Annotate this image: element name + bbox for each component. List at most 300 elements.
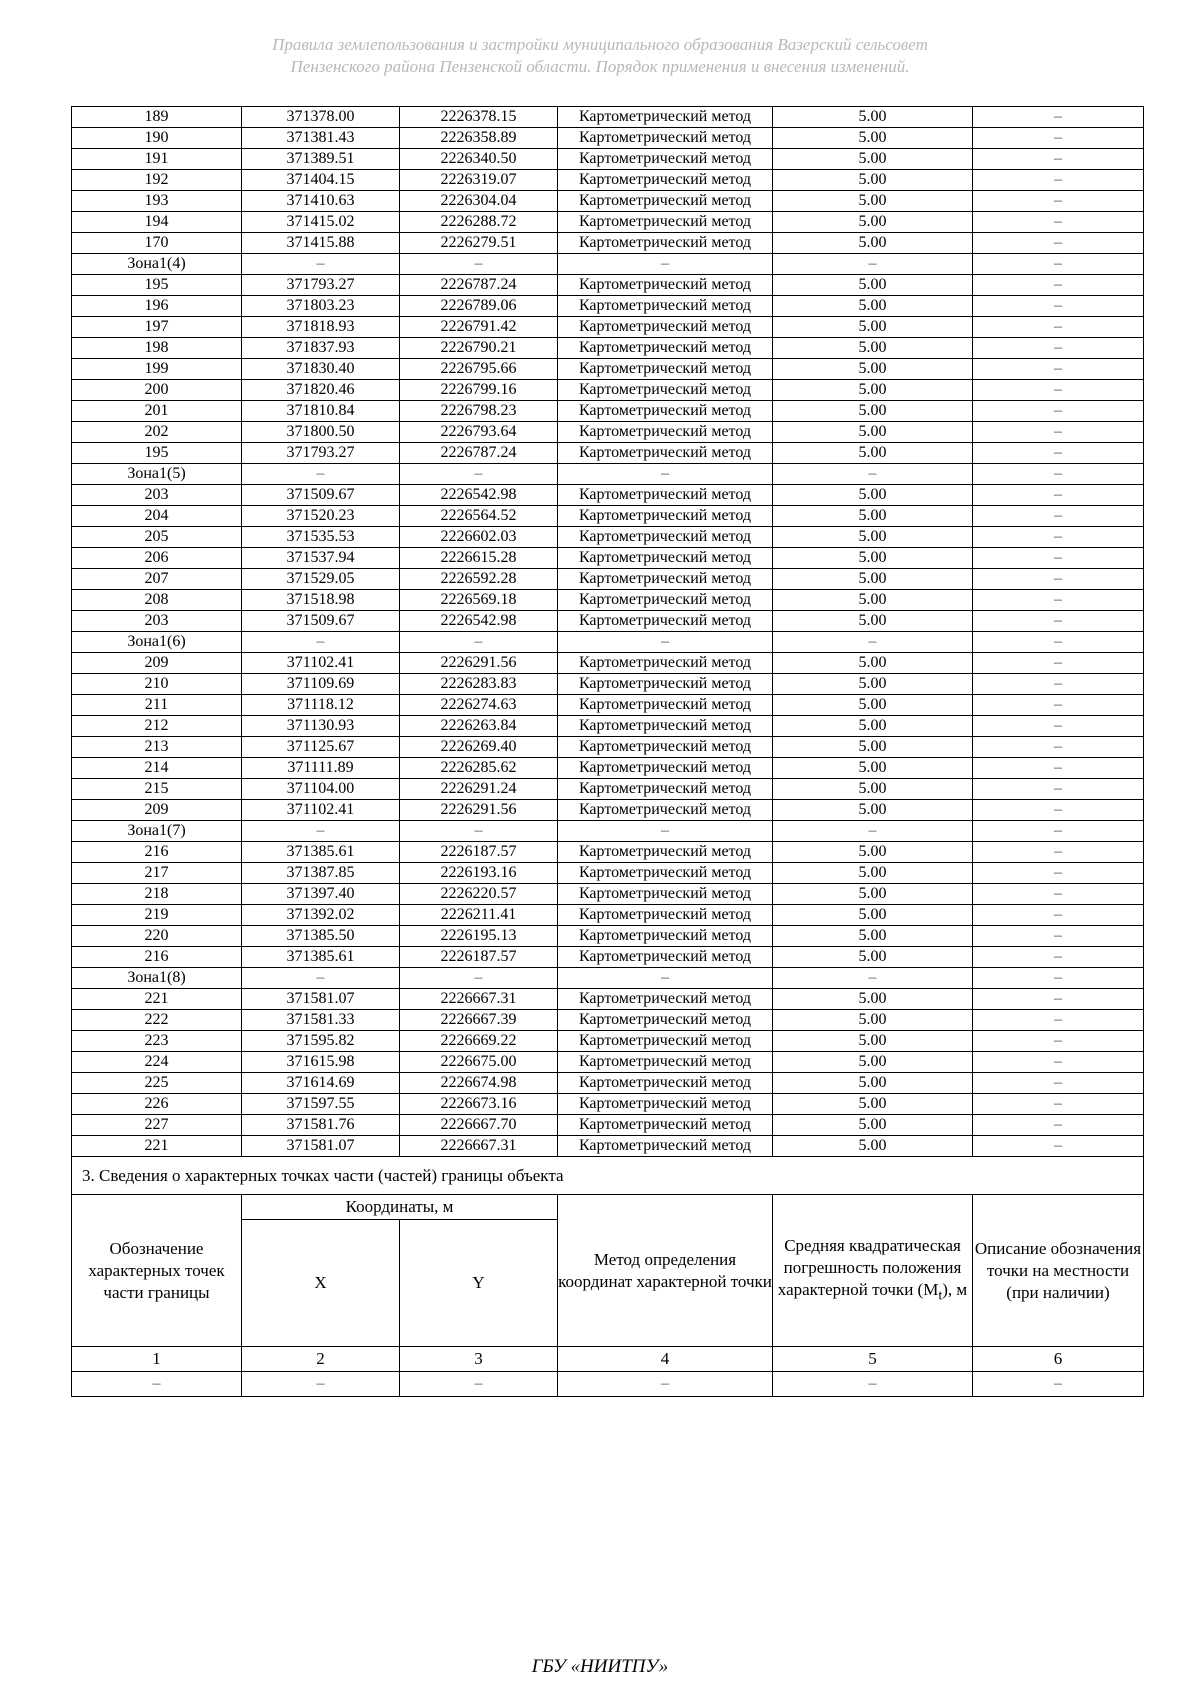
table-cell: 189 bbox=[72, 107, 242, 128]
table-row bbox=[72, 275, 1144, 296]
table-cell: 2226319.07 bbox=[400, 170, 558, 191]
table-cell: – bbox=[973, 359, 1144, 380]
table-cell: 198 bbox=[72, 338, 242, 359]
table-cell: 196 bbox=[72, 296, 242, 317]
table-cell: 221 bbox=[72, 1136, 242, 1157]
table-cell: 203 bbox=[72, 611, 242, 632]
table-row bbox=[72, 191, 1144, 212]
table-row bbox=[72, 443, 1144, 464]
col-header-x: X bbox=[242, 1220, 400, 1347]
table-cell: 2226793.64 bbox=[400, 422, 558, 443]
table-cell: 200 bbox=[72, 380, 242, 401]
table-cell: Картометрический метод bbox=[558, 422, 773, 443]
table-cell: – bbox=[973, 317, 1144, 338]
table-cell: – bbox=[973, 1073, 1144, 1094]
table-cell: 2226791.42 bbox=[400, 317, 558, 338]
header-line-1: Правила землепользования и застройки муниципального образования Вазерский сельсовет bbox=[272, 35, 928, 54]
table-cell: 2226291.56 bbox=[400, 800, 558, 821]
col-header-method: Метод определения координат характерной точки bbox=[558, 1195, 773, 1347]
table-cell: 224 bbox=[72, 1052, 242, 1073]
table-cell: – bbox=[773, 632, 973, 653]
col-header-error-unit: ), м bbox=[942, 1279, 968, 1299]
table-cell: 371404.15 bbox=[242, 170, 400, 191]
coordinates-table-body bbox=[72, 107, 1144, 1157]
table-cell: 2226798.23 bbox=[400, 401, 558, 422]
table-cell: 197 bbox=[72, 317, 242, 338]
table-cell: 2226288.72 bbox=[400, 212, 558, 233]
table-cell: 371410.63 bbox=[242, 191, 400, 212]
table-cell: Картометрический метод bbox=[558, 695, 773, 716]
table-cell: 2226795.66 bbox=[400, 359, 558, 380]
table-cell: 371385.61 bbox=[242, 947, 400, 968]
table-cell: 2226569.18 bbox=[400, 590, 558, 611]
table-cell: 203 bbox=[72, 485, 242, 506]
table-cell: 371111.89 bbox=[242, 758, 400, 779]
col-header-error-sub: t bbox=[938, 1287, 943, 1304]
table-cell: 194 bbox=[72, 212, 242, 233]
table-cell: 371537.94 bbox=[242, 548, 400, 569]
table-row bbox=[72, 590, 1144, 611]
table-cell: – bbox=[973, 296, 1144, 317]
table-cell: 371837.93 bbox=[242, 338, 400, 359]
table-cell: Зона1(7) bbox=[72, 821, 242, 842]
table-cell: 5.00 bbox=[773, 191, 973, 212]
table-cell: 371595.82 bbox=[242, 1031, 400, 1052]
table-cell: – bbox=[773, 254, 973, 275]
table-row bbox=[72, 863, 1144, 884]
table-cell: – bbox=[558, 464, 773, 485]
table-cell: 5.00 bbox=[773, 233, 973, 254]
table-cell: Картометрический метод bbox=[558, 1031, 773, 1052]
table-row bbox=[72, 149, 1144, 170]
table-row bbox=[72, 401, 1144, 422]
table-cell: Картометрический метод bbox=[558, 506, 773, 527]
table-cell: 2226789.06 bbox=[400, 296, 558, 317]
table-cell: – bbox=[400, 821, 558, 842]
table-cell: 214 bbox=[72, 758, 242, 779]
table-cell: Картометрический метод bbox=[558, 443, 773, 464]
table-cell: – bbox=[973, 422, 1144, 443]
empty-cell: – bbox=[558, 1372, 773, 1397]
table-cell: – bbox=[973, 821, 1144, 842]
table-cell: 371509.67 bbox=[242, 611, 400, 632]
table-cell: Картометрический метод bbox=[558, 359, 773, 380]
table-cell: – bbox=[973, 1094, 1144, 1115]
table-cell: – bbox=[973, 611, 1144, 632]
table-cell: – bbox=[973, 716, 1144, 737]
table-cell: Картометрический метод bbox=[558, 989, 773, 1010]
table-cell: Картометрический метод bbox=[558, 401, 773, 422]
table-row bbox=[72, 779, 1144, 800]
table-cell: 5.00 bbox=[773, 1115, 973, 1136]
table-row bbox=[72, 338, 1144, 359]
col-header-y: Y bbox=[400, 1220, 558, 1347]
table-cell: 2226673.16 bbox=[400, 1094, 558, 1115]
table-cell: – bbox=[973, 485, 1144, 506]
table-cell: – bbox=[973, 1052, 1144, 1073]
table-cell: 5.00 bbox=[773, 800, 973, 821]
table-cell: 371118.12 bbox=[242, 695, 400, 716]
table-cell: 2226187.57 bbox=[400, 842, 558, 863]
table-cell: Картометрический метод bbox=[558, 569, 773, 590]
table-cell: – bbox=[973, 527, 1144, 548]
table-cell: 2226285.62 bbox=[400, 758, 558, 779]
table-cell: Картометрический метод bbox=[558, 842, 773, 863]
table-cell: 371597.55 bbox=[242, 1094, 400, 1115]
table-cell: 371109.69 bbox=[242, 674, 400, 695]
table-cell: Картометрический метод bbox=[558, 527, 773, 548]
table-cell: 371397.40 bbox=[242, 884, 400, 905]
table-cell: Зона1(6) bbox=[72, 632, 242, 653]
table-cell: – bbox=[973, 989, 1144, 1010]
table-cell: 2226340.50 bbox=[400, 149, 558, 170]
table-cell: 216 bbox=[72, 842, 242, 863]
table-cell: 5.00 bbox=[773, 548, 973, 569]
col-number: 6 bbox=[973, 1347, 1144, 1372]
table-cell: 218 bbox=[72, 884, 242, 905]
table-row bbox=[72, 989, 1144, 1010]
table-cell: – bbox=[558, 254, 773, 275]
table-cell: 5.00 bbox=[773, 338, 973, 359]
table-cell: – bbox=[973, 170, 1144, 191]
page-header bbox=[0, 34, 1200, 78]
table-cell: Картометрический метод bbox=[558, 485, 773, 506]
table-cell: 5.00 bbox=[773, 779, 973, 800]
table-cell: 2226564.52 bbox=[400, 506, 558, 527]
table-cell: – bbox=[973, 737, 1144, 758]
table-cell: – bbox=[973, 905, 1144, 926]
table-cell: 371385.61 bbox=[242, 842, 400, 863]
table-cell: 371102.41 bbox=[242, 653, 400, 674]
table-cell: 371392.02 bbox=[242, 905, 400, 926]
table-cell: 5.00 bbox=[773, 842, 973, 863]
table-row bbox=[72, 758, 1144, 779]
table-cell: – bbox=[242, 464, 400, 485]
table-cell: – bbox=[973, 800, 1144, 821]
table-cell: Картометрический метод bbox=[558, 758, 773, 779]
table-cell: – bbox=[973, 674, 1144, 695]
table-cell: – bbox=[973, 590, 1144, 611]
table-row bbox=[72, 695, 1144, 716]
table-row bbox=[72, 422, 1144, 443]
table-cell: 371387.85 bbox=[242, 863, 400, 884]
header-line-2: Пензенского района Пензенской области. Порядок применения и внесения изменений. bbox=[290, 57, 910, 76]
empty-cell: – bbox=[973, 1372, 1144, 1397]
table-cell: 5.00 bbox=[773, 317, 973, 338]
table-cell: Картометрический метод bbox=[558, 191, 773, 212]
table-cell: 210 bbox=[72, 674, 242, 695]
table-cell: Картометрический метод bbox=[558, 1136, 773, 1157]
table-cell: – bbox=[973, 1031, 1144, 1052]
table-cell: 226 bbox=[72, 1094, 242, 1115]
table-cell: – bbox=[773, 968, 973, 989]
table-row bbox=[72, 611, 1144, 632]
empty-row bbox=[72, 1372, 1144, 1397]
table-cell: Картометрический метод bbox=[558, 779, 773, 800]
table-cell: 2226602.03 bbox=[400, 527, 558, 548]
table-cell: – bbox=[973, 191, 1144, 212]
table-cell: 2226787.24 bbox=[400, 275, 558, 296]
table-cell: 207 bbox=[72, 569, 242, 590]
table-cell: 2226542.98 bbox=[400, 485, 558, 506]
table-cell: – bbox=[973, 947, 1144, 968]
table-row bbox=[72, 212, 1144, 233]
table-cell: 5.00 bbox=[773, 359, 973, 380]
table-cell: – bbox=[400, 464, 558, 485]
table-cell: 371385.50 bbox=[242, 926, 400, 947]
table-cell: Картометрический метод bbox=[558, 548, 773, 569]
empty-cell: – bbox=[242, 1372, 400, 1397]
table-cell: Картометрический метод bbox=[558, 149, 773, 170]
table-cell: 5.00 bbox=[773, 758, 973, 779]
table-row bbox=[72, 359, 1144, 380]
table-cell: – bbox=[973, 212, 1144, 233]
section-3 bbox=[72, 1157, 1144, 1397]
col-number: 4 bbox=[558, 1347, 773, 1372]
table-cell: 2226674.98 bbox=[400, 1073, 558, 1094]
table-cell: 371381.43 bbox=[242, 128, 400, 149]
table-row bbox=[72, 317, 1144, 338]
table-cell: – bbox=[973, 233, 1144, 254]
table-cell: 209 bbox=[72, 800, 242, 821]
table-cell: – bbox=[973, 926, 1144, 947]
section-3-title: 3. Сведения о характерных точках части (частей) границы объекта bbox=[72, 1157, 1144, 1195]
col-number: 5 bbox=[773, 1347, 973, 1372]
table-cell: Картометрический метод bbox=[558, 233, 773, 254]
table-cell: Картометрический метод bbox=[558, 1073, 773, 1094]
table-cell: 5.00 bbox=[773, 401, 973, 422]
table-cell: 5.00 bbox=[773, 380, 973, 401]
table-cell: 2226675.00 bbox=[400, 1052, 558, 1073]
table-cell: Картометрический метод bbox=[558, 737, 773, 758]
table-row bbox=[72, 170, 1144, 191]
col-header-coords: Координаты, м bbox=[242, 1195, 558, 1220]
table-cell: 371389.51 bbox=[242, 149, 400, 170]
table-cell: – bbox=[973, 275, 1144, 296]
table-cell: Картометрический метод bbox=[558, 107, 773, 128]
table-cell: 5.00 bbox=[773, 716, 973, 737]
table-cell: 223 bbox=[72, 1031, 242, 1052]
table-cell: 205 bbox=[72, 527, 242, 548]
table-cell: Зона1(4) bbox=[72, 254, 242, 275]
table-cell: 225 bbox=[72, 1073, 242, 1094]
table-cell: – bbox=[400, 254, 558, 275]
table-cell: – bbox=[973, 884, 1144, 905]
table-cell: Картометрический метод bbox=[558, 800, 773, 821]
table-cell: 209 bbox=[72, 653, 242, 674]
table-cell: 2226669.22 bbox=[400, 1031, 558, 1052]
table-cell: 5.00 bbox=[773, 737, 973, 758]
table-cell: Картометрический метод bbox=[558, 338, 773, 359]
table-cell: 371102.41 bbox=[242, 800, 400, 821]
table-cell: 5.00 bbox=[773, 149, 973, 170]
col-header-error bbox=[773, 1195, 973, 1347]
table-cell: – bbox=[973, 695, 1144, 716]
table-cell: 371130.93 bbox=[242, 716, 400, 737]
table-row bbox=[72, 653, 1144, 674]
table-cell: 5.00 bbox=[773, 863, 973, 884]
table-cell: 5.00 bbox=[773, 611, 973, 632]
table-cell: 2226378.15 bbox=[400, 107, 558, 128]
table-cell: 211 bbox=[72, 695, 242, 716]
table-cell: 371820.46 bbox=[242, 380, 400, 401]
table-cell: 5.00 bbox=[773, 506, 973, 527]
table-cell: Картометрический метод bbox=[558, 926, 773, 947]
table-cell: 206 bbox=[72, 548, 242, 569]
table-row bbox=[72, 485, 1144, 506]
table-cell: 2226187.57 bbox=[400, 947, 558, 968]
table-cell: – bbox=[558, 632, 773, 653]
table-cell: Картометрический метод bbox=[558, 674, 773, 695]
table-cell: 5.00 bbox=[773, 275, 973, 296]
table-cell: 5.00 bbox=[773, 128, 973, 149]
table-cell: – bbox=[973, 569, 1144, 590]
table-cell: 5.00 bbox=[773, 107, 973, 128]
page-footer: ГБУ «НИИТПУ» bbox=[531, 1656, 669, 1677]
table-cell: 371535.53 bbox=[242, 527, 400, 548]
table-cell: 2226667.31 bbox=[400, 989, 558, 1010]
table-cell: – bbox=[973, 128, 1144, 149]
table-cell: – bbox=[973, 380, 1144, 401]
table-row bbox=[72, 1031, 1144, 1052]
table-row bbox=[72, 926, 1144, 947]
table-row bbox=[72, 884, 1144, 905]
table-cell: 2226274.63 bbox=[400, 695, 558, 716]
table-cell: 195 bbox=[72, 275, 242, 296]
table-cell: 204 bbox=[72, 506, 242, 527]
table-row bbox=[72, 569, 1144, 590]
table-cell: – bbox=[973, 842, 1144, 863]
table-cell: 2226283.83 bbox=[400, 674, 558, 695]
table-cell: – bbox=[242, 821, 400, 842]
table-cell: Картометрический метод bbox=[558, 863, 773, 884]
table-cell: 371793.27 bbox=[242, 275, 400, 296]
table-cell: 2226195.13 bbox=[400, 926, 558, 947]
empty-cell: – bbox=[72, 1372, 242, 1397]
table-cell: 371518.98 bbox=[242, 590, 400, 611]
table-cell: 2226667.70 bbox=[400, 1115, 558, 1136]
table-row bbox=[72, 1073, 1144, 1094]
table-cell: 201 bbox=[72, 401, 242, 422]
table-cell: 5.00 bbox=[773, 1031, 973, 1052]
table-row bbox=[72, 1052, 1144, 1073]
table-cell: 5.00 bbox=[773, 1052, 973, 1073]
table-cell: 5.00 bbox=[773, 884, 973, 905]
table-cell: – bbox=[973, 968, 1144, 989]
table-cell: Картометрический метод bbox=[558, 296, 773, 317]
table-cell: 371125.67 bbox=[242, 737, 400, 758]
table-cell: 2226211.41 bbox=[400, 905, 558, 926]
table-cell: Картометрический метод bbox=[558, 905, 773, 926]
table-cell: 371800.50 bbox=[242, 422, 400, 443]
table-cell: – bbox=[973, 464, 1144, 485]
table-cell: Зона1(5) bbox=[72, 464, 242, 485]
table-cell: 5.00 bbox=[773, 590, 973, 611]
table-cell: – bbox=[973, 779, 1144, 800]
table-cell: – bbox=[973, 149, 1144, 170]
table-cell: – bbox=[773, 464, 973, 485]
table-cell: 2226358.89 bbox=[400, 128, 558, 149]
table-cell: 5.00 bbox=[773, 422, 973, 443]
table-cell: 2226790.21 bbox=[400, 338, 558, 359]
column-numbers-row bbox=[72, 1347, 1144, 1372]
table-cell: – bbox=[400, 632, 558, 653]
table-row bbox=[72, 632, 1144, 653]
table-cell: Зона1(8) bbox=[72, 968, 242, 989]
table-cell: 371509.67 bbox=[242, 485, 400, 506]
table-cell: 222 bbox=[72, 1010, 242, 1031]
table-row bbox=[72, 296, 1144, 317]
table-cell: – bbox=[973, 338, 1144, 359]
table-cell: 5.00 bbox=[773, 1136, 973, 1157]
table-cell: 5.00 bbox=[773, 1094, 973, 1115]
table-cell: Картометрический метод bbox=[558, 170, 773, 191]
table-cell: – bbox=[242, 254, 400, 275]
table-cell: – bbox=[973, 1115, 1144, 1136]
table-cell: Картометрический метод bbox=[558, 884, 773, 905]
table-cell: 2226291.24 bbox=[400, 779, 558, 800]
table-cell: – bbox=[242, 632, 400, 653]
table-cell: 371803.23 bbox=[242, 296, 400, 317]
table-row bbox=[72, 674, 1144, 695]
table-cell: Картометрический метод bbox=[558, 317, 773, 338]
table-row bbox=[72, 254, 1144, 275]
table-cell: Картометрический метод bbox=[558, 590, 773, 611]
table-cell: 371581.33 bbox=[242, 1010, 400, 1031]
col-number: 3 bbox=[400, 1347, 558, 1372]
table-cell: 371830.40 bbox=[242, 359, 400, 380]
table-row bbox=[72, 548, 1144, 569]
table-cell: 371615.98 bbox=[242, 1052, 400, 1073]
table-cell: 2226269.40 bbox=[400, 737, 558, 758]
table-cell: 5.00 bbox=[773, 905, 973, 926]
table-cell: – bbox=[973, 506, 1144, 527]
table-row bbox=[72, 464, 1144, 485]
table-cell: Картометрический метод bbox=[558, 128, 773, 149]
table-row bbox=[72, 1115, 1144, 1136]
table-cell: 371415.88 bbox=[242, 233, 400, 254]
table-row bbox=[72, 947, 1144, 968]
table-cell: 199 bbox=[72, 359, 242, 380]
table-cell: 5.00 bbox=[773, 674, 973, 695]
table-row bbox=[72, 800, 1144, 821]
table-cell: 191 bbox=[72, 149, 242, 170]
table-cell: 2226542.98 bbox=[400, 611, 558, 632]
table-cell: Картометрический метод bbox=[558, 653, 773, 674]
table-cell: 2226220.57 bbox=[400, 884, 558, 905]
table-cell: 5.00 bbox=[773, 695, 973, 716]
table-cell: 371378.00 bbox=[242, 107, 400, 128]
table-cell: – bbox=[973, 1136, 1144, 1157]
table-cell: 371818.93 bbox=[242, 317, 400, 338]
table-cell: Картометрический метод bbox=[558, 716, 773, 737]
table-cell: – bbox=[558, 821, 773, 842]
table-cell: 221 bbox=[72, 989, 242, 1010]
table-cell: 208 bbox=[72, 590, 242, 611]
table-cell: 212 bbox=[72, 716, 242, 737]
table-cell: 202 bbox=[72, 422, 242, 443]
table-cell: 371793.27 bbox=[242, 443, 400, 464]
table-cell: 5.00 bbox=[773, 296, 973, 317]
table-row bbox=[72, 233, 1144, 254]
table-row bbox=[72, 128, 1144, 149]
table-cell: 219 bbox=[72, 905, 242, 926]
table-cell: 2226304.04 bbox=[400, 191, 558, 212]
table-cell: – bbox=[973, 863, 1144, 884]
table-cell: – bbox=[973, 632, 1144, 653]
table-cell: 5.00 bbox=[773, 653, 973, 674]
table-row bbox=[72, 821, 1144, 842]
